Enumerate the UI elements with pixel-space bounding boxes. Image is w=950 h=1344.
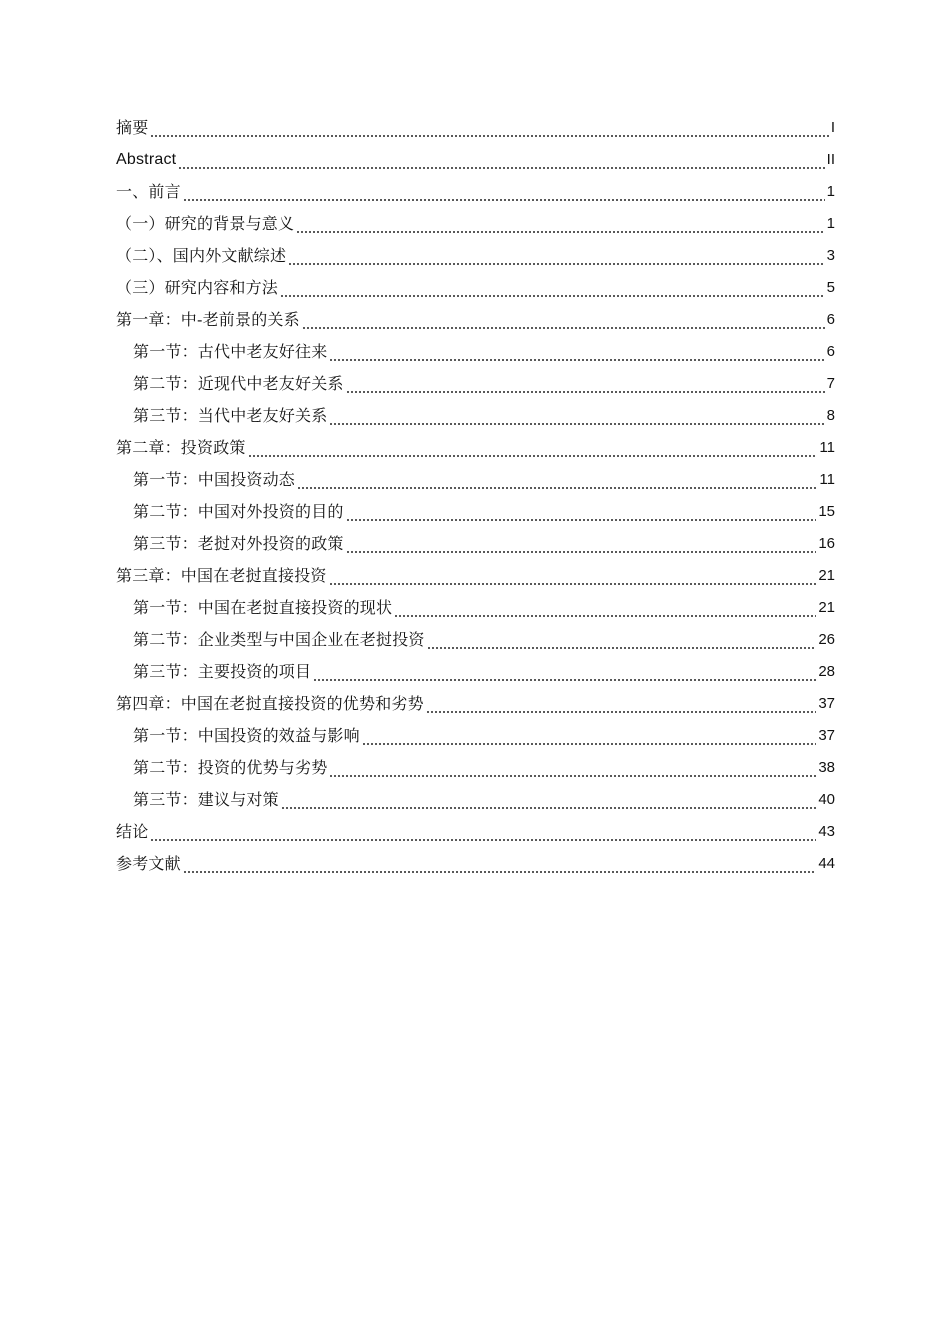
toc-entry-page: II (826, 151, 835, 168)
toc-entry-title: 第四章：中国在老挝直接投资的优势和劣势 (116, 694, 424, 713)
toc-entry-title: 第二节：近现代中老友好关系 (133, 374, 344, 393)
toc-entry-abstract-cn[interactable] (116, 112, 835, 144)
table-of-contents (116, 112, 835, 880)
toc-entry-chapter-1-section-2[interactable] (116, 368, 835, 400)
toc-entry-page: 43 (818, 823, 835, 840)
dot-leader (150, 816, 816, 848)
toc-entry-page: 40 (818, 791, 835, 808)
toc-entry-preface[interactable] (116, 176, 835, 208)
dot-leader (362, 720, 817, 752)
toc-entry-chapter-1-section-1[interactable] (116, 336, 835, 368)
toc-entry-title: 摘要 (116, 118, 149, 137)
toc-entry-title: 第二章：投资政策 (116, 438, 246, 457)
toc-entry-chapter-2[interactable] (116, 432, 835, 464)
toc-entry-chapter-2-section-1[interactable] (116, 464, 835, 496)
toc-entry-title: 第三节：建议与对策 (133, 790, 279, 809)
toc-entry-page: 21 (818, 567, 835, 584)
toc-entry-page: 6 (826, 311, 835, 328)
dot-leader (178, 144, 824, 176)
toc-entry-page: 21 (818, 599, 835, 616)
toc-entry-page: 44 (818, 855, 835, 872)
dot-leader (426, 688, 817, 720)
dot-leader (281, 784, 817, 816)
toc-entry-title: 第二节：投资的优势与劣势 (133, 758, 328, 777)
toc-entry-page: 5 (826, 279, 835, 296)
toc-entry-page: 15 (818, 503, 835, 520)
toc-entry-methods[interactable] (116, 272, 835, 304)
toc-entry-literature-review[interactable] (116, 240, 835, 272)
dot-leader (346, 528, 817, 560)
dot-leader (394, 592, 816, 624)
dot-leader (313, 656, 816, 688)
dot-leader (346, 368, 825, 400)
toc-entry-references[interactable] (116, 848, 835, 880)
dot-leader (183, 176, 825, 208)
toc-entry-title: 参考文献 (116, 854, 181, 873)
toc-entry-page: 1 (826, 183, 835, 200)
toc-entry-page: 7 (826, 375, 835, 392)
toc-entry-title: 第二节：中国对外投资的目的 (133, 502, 344, 521)
toc-entry-chapter-2-section-3[interactable] (116, 528, 835, 560)
toc-entry-chapter-1[interactable] (116, 304, 835, 336)
toc-entry-chapter-3-section-1[interactable] (116, 592, 835, 624)
toc-entry-background[interactable] (116, 208, 835, 240)
toc-entry-title: 第一节：中国投资动态 (133, 470, 296, 489)
toc-entry-title: 第一节：古代中老友好往来 (133, 342, 328, 361)
toc-entry-conclusion[interactable] (116, 816, 835, 848)
toc-entry-chapter-3[interactable] (116, 560, 835, 592)
toc-entry-title: 第一节：中国在老挝直接投资的现状 (133, 598, 393, 617)
dot-leader (427, 624, 817, 656)
toc-entry-page: 8 (826, 407, 835, 424)
toc-entry-title: 第三节：当代中老友好关系 (133, 406, 328, 425)
toc-entry-title: 一、前言 (116, 182, 181, 201)
toc-entry-page: 37 (818, 695, 835, 712)
toc-entry-chapter-4-section-2[interactable] (116, 752, 835, 784)
dot-leader (280, 272, 825, 304)
dot-leader (248, 432, 818, 464)
toc-entry-page: 26 (818, 631, 835, 648)
toc-entry-title: （二）、国内外文献综述 (116, 246, 287, 265)
toc-entry-title: 第一章：中-老前景的关系 (116, 310, 300, 329)
toc-entry-chapter-1-section-3[interactable] (116, 400, 835, 432)
dot-leader (288, 240, 824, 272)
dot-leader (329, 336, 824, 368)
toc-entry-page: 37 (818, 727, 835, 744)
toc-entry-title: （一）研究的背景与意义 (116, 214, 295, 233)
dot-leader (296, 208, 824, 240)
dot-leader (297, 464, 817, 496)
toc-entry-page: 11 (819, 439, 835, 456)
toc-entry-page: I (830, 119, 835, 136)
toc-entry-page: 1 (826, 215, 835, 232)
dot-leader (302, 304, 825, 336)
dot-leader (150, 112, 828, 144)
toc-entry-title: Abstract (116, 151, 177, 168)
toc-entry-page: 11 (819, 471, 835, 488)
toc-entry-page: 3 (826, 247, 835, 264)
toc-entry-title: 第一节：中国投资的效益与影响 (133, 726, 360, 745)
dot-leader (329, 752, 816, 784)
toc-entry-chapter-4-section-3[interactable] (116, 784, 835, 816)
toc-entry-title: 第二节：企业类型与中国企业在老挝投资 (133, 630, 425, 649)
dot-leader (183, 848, 817, 880)
toc-entry-chapter-4-section-1[interactable] (116, 720, 835, 752)
toc-entry-page: 16 (818, 535, 835, 552)
toc-entry-page: 28 (818, 663, 835, 680)
toc-entry-abstract-en[interactable] (116, 144, 835, 176)
toc-entry-title: （三）研究内容和方法 (116, 278, 279, 297)
toc-entry-chapter-3-section-2[interactable] (116, 624, 835, 656)
toc-entry-chapter-3-section-3[interactable] (116, 656, 835, 688)
toc-entry-chapter-4[interactable] (116, 688, 835, 720)
toc-entry-title: 第三节：老挝对外投资的政策 (133, 534, 344, 553)
toc-entry-title: 第三节：主要投资的项目 (133, 662, 312, 681)
dot-leader (346, 496, 817, 528)
toc-entry-chapter-2-section-2[interactable] (116, 496, 835, 528)
dot-leader (329, 560, 817, 592)
toc-entry-page: 6 (826, 343, 835, 360)
dot-leader (329, 400, 824, 432)
toc-entry-title: 结论 (116, 822, 149, 841)
toc-entry-title: 第三章：中国在老挝直接投资 (116, 566, 327, 585)
toc-entry-page: 38 (818, 759, 835, 776)
